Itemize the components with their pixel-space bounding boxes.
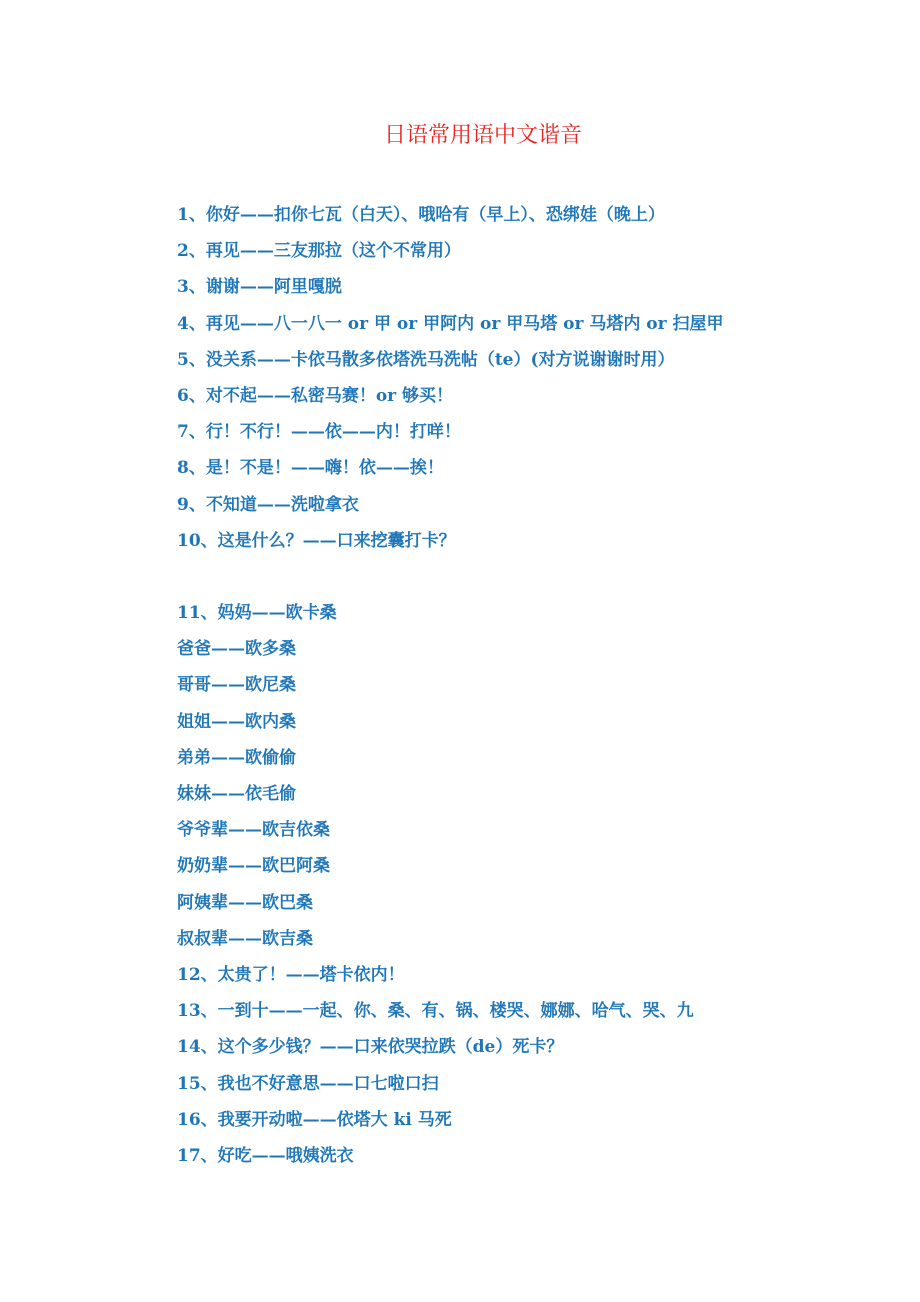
phrase-line: 2、再见——三友那拉（这个不常用） (177, 241, 461, 262)
document-title: 日语常用语中文谐音 (383, 123, 582, 148)
phrase-line: 14、这个多少钱？——口来依哭拉跌（de）死卡？ (177, 1037, 564, 1058)
phrase-line: 爷爷辈——欧吉依桑 (177, 820, 330, 841)
phrase-line: 11、妈妈——欧卡桑 (177, 603, 337, 624)
phrase-line: 叔叔辈——欧吉桑 (177, 928, 313, 949)
blank-line (177, 559, 877, 595)
phrase-line: 8、是！不是！——嗨！依——挨！ (177, 458, 444, 479)
phrase-line: 5、没关系——卡依马散多依塔洗马洗帖（te）(对方说谢谢时用） (177, 349, 675, 370)
phrase-line: 弟弟——欧偷偷 (177, 747, 296, 768)
phrase-line: 奶奶辈——欧巴阿桑 (177, 856, 330, 877)
phrase-list (177, 197, 877, 1174)
phrase-line: 哥哥——欧尼桑 (177, 675, 296, 696)
phrase-line: 15、我也不好意思——口七啦口扫 (177, 1073, 439, 1094)
phrase-line: 13、一到十——一起、你、桑、有、锅、楼哭、娜娜、哈气、哭、九 (177, 1001, 694, 1022)
phrase-line: 阿姨辈——欧巴桑 (177, 892, 313, 913)
phrase-line: 7、行！不行！——依——内！打咩！ (177, 422, 461, 443)
phrase-line: 姐姐——欧内桑 (177, 711, 296, 732)
phrase-line: 6、对不起——私密马赛！or 够买！ (177, 385, 454, 406)
phrase-line: 12、太贵了！——塔卡依内！ (177, 964, 405, 985)
phrase-line: 爸爸——欧多桑 (177, 639, 296, 660)
phrase-line: 妹妹——依毛偷 (177, 784, 296, 804)
phrase-line: 4、再见——八一八一 or 甲 or 甲阿内 or 甲马塔 or 马塔内 or 扫屋甲 (177, 313, 724, 334)
phrase-line: 9、不知道——洗啦拿衣 (177, 494, 359, 515)
phrase-line: 3、谢谢——阿里嘎脱 (177, 277, 342, 298)
phrase-line: 16、我要开动啦——依塔大 ki 马死 (177, 1109, 452, 1130)
phrase-line: 17、好吃——哦姨洗衣 (177, 1145, 354, 1166)
phrase-line: 10、这是什么？——口来挖囊打卡？ (177, 530, 456, 551)
phrase-line: 1、你好——扣你七瓦（白天）、哦哈有（早上）、恐绑娃（晚上） (177, 205, 665, 225)
